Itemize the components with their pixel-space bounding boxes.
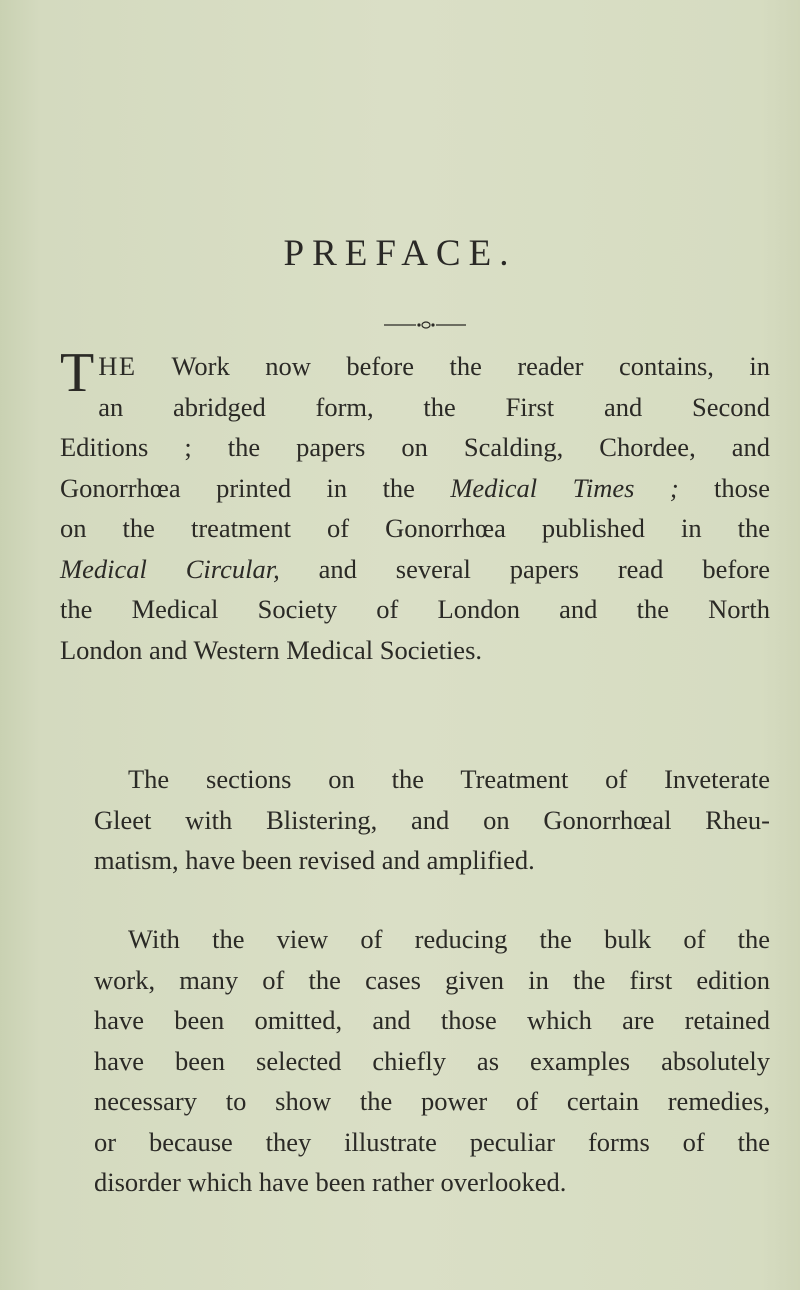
text-span: Gonorrhœa printed in the xyxy=(60,472,451,503)
text-line: the Medical Society of London and the North xyxy=(60,594,770,624)
preface-paragraph-3 xyxy=(60,919,770,1203)
text-line xyxy=(60,468,770,509)
text-span: Work now before the reader contains, in xyxy=(136,351,770,381)
text-line xyxy=(60,549,770,590)
small-caps-word: HE xyxy=(98,351,137,381)
preface-paragraph-2 xyxy=(60,759,770,881)
text-line: or because they illustrate peculiar forms of the xyxy=(94,1126,770,1157)
text-span: those xyxy=(678,472,770,503)
page-title: PREFACE. xyxy=(283,233,517,274)
text-line: disorder which have been rather overlooked. xyxy=(94,1167,567,1197)
italic-title: Medical Times ; xyxy=(450,472,679,503)
preface-paragraph-1 xyxy=(60,342,770,670)
text-line: Editions ; the papers on Scalding, Chordee, and xyxy=(60,432,770,462)
text-line: The sections on the Treatment of Inveterate xyxy=(128,764,770,794)
text-line: necessary to show the power of certain remedies, xyxy=(94,1086,770,1116)
text-line: work, many of the cases given in the first edition xyxy=(94,964,770,995)
text-line: With the view of reducing the bulk of the xyxy=(128,924,770,954)
ornament-divider-icon xyxy=(380,318,470,332)
text-line: matism, have been revised and amplified. xyxy=(94,845,535,875)
text-line: have been selected chiefly as examples absolutely xyxy=(94,1045,770,1076)
text-line: an abridged form, the First and Second xyxy=(98,391,770,422)
text-line xyxy=(60,346,770,387)
text-line: have been omitted, and those which are retained xyxy=(94,1005,770,1035)
text-line: on the treatment of Gonorrhœa published in the xyxy=(60,513,770,543)
text-span: and several papers read before xyxy=(279,553,770,584)
italic-title: Medical Circular, xyxy=(60,553,280,584)
drop-cap: T xyxy=(60,342,95,404)
text-line: Gleet with Blistering, and on Gonorrhœal Rheu- xyxy=(94,804,770,835)
text-line: London and Western Medical Societies. xyxy=(60,634,483,665)
